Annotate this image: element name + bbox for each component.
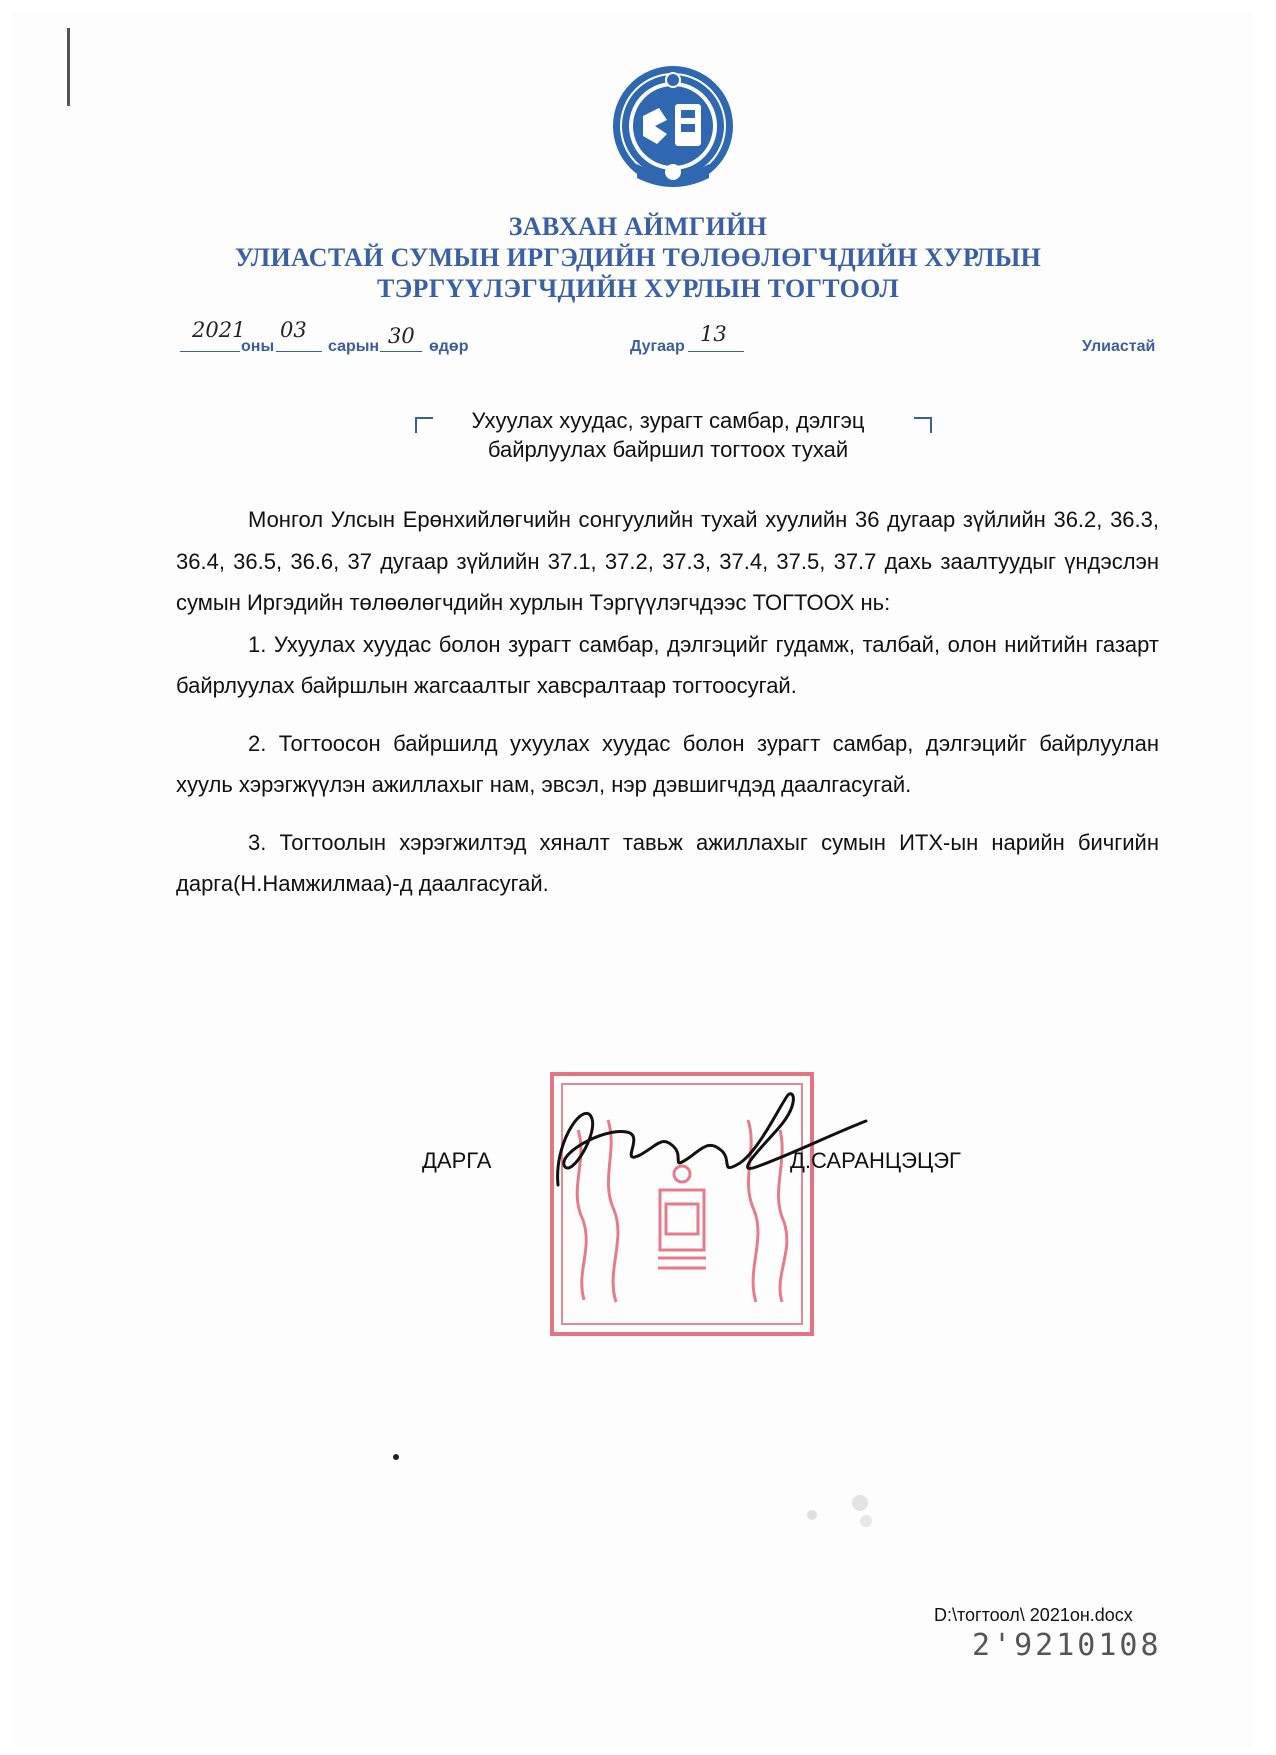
day-underline	[380, 351, 422, 352]
year-underline	[180, 351, 240, 352]
month-label: сарын	[328, 338, 380, 355]
item-3-paragraph: 3. Тогтоолын хэрэгжилтэд хяналт тавьж ажиллахыг сумын ИТХ-ын нарийн бичгийн дарга(Н.Намжилмаа)-д даалгасугай.	[176, 829, 1159, 896]
file-path-footer: D:\тогтоол\ 2021он.docx	[934, 1605, 1133, 1625]
handwritten-year: 2021	[192, 318, 246, 342]
intro-paragraph: Монгол Улсын Ерөнхийлөгчийн сонгуулийн тухай хуулийн 36 дугаар зүйлийн 36.2, 36.3, 36.4, 36.5, 36.6, 37 дугаар зүйлийн 37.1, 37.2, 37.3, 37.4, 37.5, 37.7 дахь заалтуудыг үндэслэн сумын Иргэдийн төлөөлөгчдийн хурлын Тэргүүлэгчдээс ТОГТООХ нь:	[176, 507, 1159, 615]
day-label: өдөр	[429, 338, 469, 355]
heading-council: УЛИАСТАЙ СУМЫН ИРГЭДИЙН ТӨЛӨӨЛӨГЧДИЙН ХУРЛЫН	[234, 243, 1042, 272]
document-serial-number: 2'9210108	[972, 1628, 1162, 1663]
resolution-body	[176, 499, 1159, 905]
scan-dot-mark	[393, 1454, 399, 1460]
item-1-paragraph: 1. Ухуулах хуудас болон зурагт самбар, дэлгэцийг гудамж, талбай, олон нийтийн газарт байрлуулах байршлын жагсаалтыг хавсралтаар тогтоосугай.	[176, 631, 1159, 698]
month-underline	[276, 351, 322, 352]
number-underline	[688, 351, 744, 352]
state-emblem-icon	[609, 60, 737, 200]
scan-edge-mark	[67, 28, 70, 106]
number-label: Дугаар	[630, 338, 685, 355]
signatory-role: ДАРГА	[422, 1148, 492, 1173]
signatory-name: Д.САРАНЦЭЦЭГ	[790, 1148, 961, 1173]
heading-province: ЗАВХАН АЙМГИЙН	[508, 212, 768, 241]
year-label: оны	[241, 338, 275, 355]
handwritten-signature	[550, 1085, 870, 1195]
place-label: Улиастай	[1082, 338, 1156, 355]
subject-line-1: Ухуулах хуудас, зурагт самбар, дэлгэц	[471, 408, 865, 433]
handwritten-number: 13	[700, 322, 727, 346]
handwritten-month: 03	[280, 318, 307, 342]
scan-smudge	[800, 1485, 880, 1535]
item-2-paragraph: 2. Тогтоосон байршилд ухуулах хуудас болон зурагт самбар, дэлгэцийг байрлуулан хууль хэрэгжүүлэн ажиллахыг нам, эвсэл, нэр дэвшигчдэд даалгасугай.	[176, 730, 1159, 797]
heading-resolution-title: ТЭРГҮҮЛЭГЧДИЙН ХУРЛЫН ТОГТООЛ	[376, 274, 900, 303]
handwritten-day: 30	[388, 324, 415, 348]
subject-line-2: байрлуулах байршил тогтоох тухай	[487, 437, 849, 462]
